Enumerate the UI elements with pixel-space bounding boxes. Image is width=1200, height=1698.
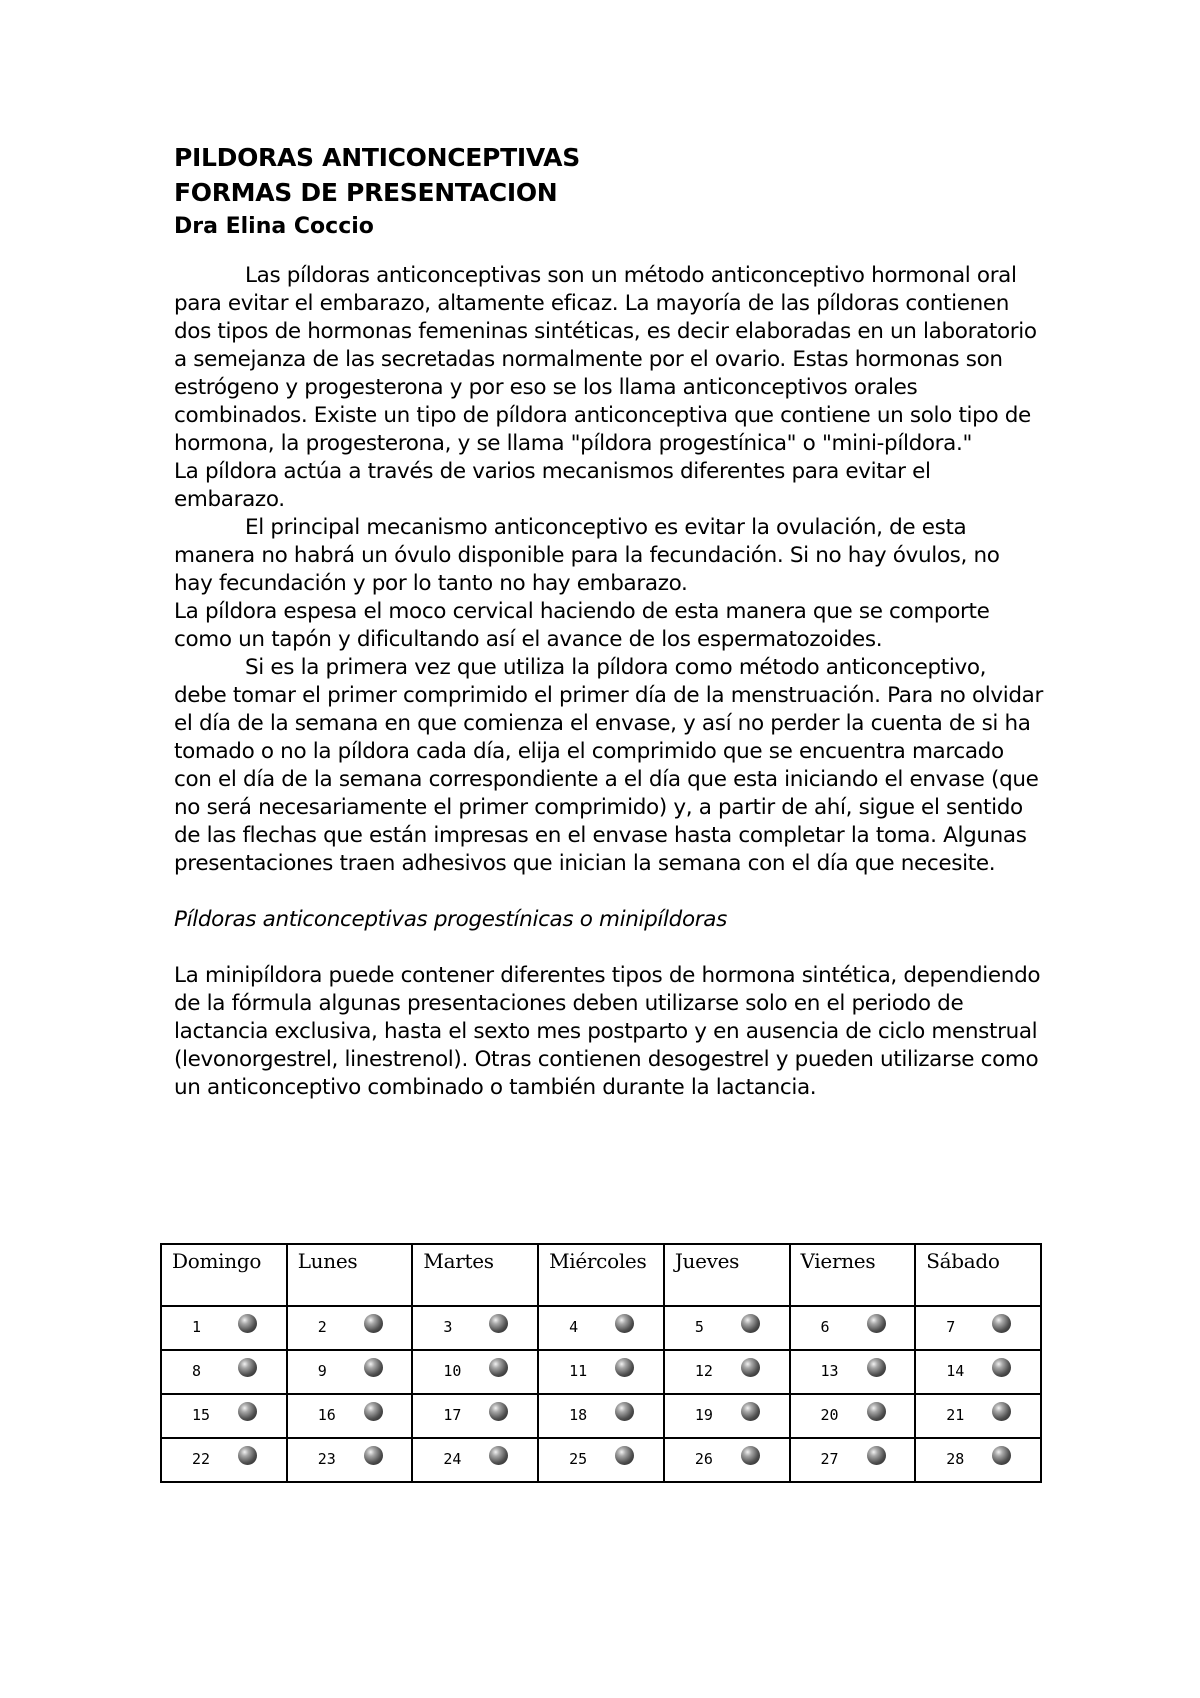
calendar-cell bbox=[664, 1306, 790, 1350]
paragraph-minipill: La minipíldora puede contener diferentes tipos de hormona sintética, dependiendo de la fórmula algunas presentaciones deben utilizarse solo en el periodo de lactancia exclusiva, hasta el sexto mes postparto y en ausencia de ciclo menstrual (levonorgestrel, linestrenol). Otras contienen desogestrel y pueden utilizarse como un anticonceptivo combinado o también durante la lactancia. bbox=[174, 963, 1041, 1100]
pill-day-number: 18 bbox=[569, 1406, 588, 1424]
paragraph-ovulation: El principal mecanismo anticonceptivo es evitar la ovulación, de esta manera no habrá un óvulo disponible para la fecundación. Si no hay óvulos, no hay fecundación y por lo tanto no hay embarazo. bbox=[174, 515, 1000, 596]
pill-icon bbox=[238, 1402, 257, 1421]
pill-icon bbox=[992, 1402, 1011, 1421]
calendar-row bbox=[161, 1394, 1041, 1438]
calendar-cell bbox=[790, 1394, 916, 1438]
calendar-cell bbox=[287, 1350, 413, 1394]
calendar-cell bbox=[664, 1438, 790, 1482]
pill-day-number: 21 bbox=[946, 1406, 965, 1424]
calendar-cell bbox=[287, 1306, 413, 1350]
calendar-header-row bbox=[161, 1244, 1041, 1306]
calendar-cell bbox=[161, 1394, 287, 1438]
pill-day-number: 8 bbox=[192, 1362, 202, 1380]
pill-icon bbox=[238, 1446, 257, 1465]
day-header-miercoles: Miércoles bbox=[538, 1244, 664, 1306]
calendar-cell bbox=[538, 1394, 664, 1438]
paragraph-cervical-mucus: La píldora espesa el moco cervical haciendo de esta manera que se comporte como un tapón y dificultando así el avance de los espermatozoides. bbox=[174, 599, 990, 652]
pill-icon bbox=[489, 1358, 508, 1377]
pill-day-number: 4 bbox=[569, 1318, 579, 1336]
pill-icon bbox=[741, 1358, 760, 1377]
calendar-cell bbox=[538, 1306, 664, 1350]
pill-icon bbox=[238, 1358, 257, 1377]
calendar-body bbox=[161, 1306, 1041, 1482]
pill-day-number: 16 bbox=[317, 1406, 336, 1424]
pill-icon bbox=[992, 1358, 1011, 1377]
pill-day-number: 1 bbox=[192, 1318, 202, 1336]
pill-icon bbox=[364, 1446, 383, 1465]
pill-icon bbox=[741, 1402, 760, 1421]
day-header-viernes: Viernes bbox=[790, 1244, 916, 1306]
pill-icon bbox=[867, 1402, 886, 1421]
calendar-cell bbox=[790, 1438, 916, 1482]
author: Dra Elina Coccio bbox=[174, 214, 374, 239]
pill-calendar-table bbox=[160, 1243, 1042, 1483]
pill-day-number: 3 bbox=[443, 1318, 453, 1336]
title-line-2: FORMAS DE PRESENTACION bbox=[174, 178, 558, 207]
calendar-cell bbox=[287, 1438, 413, 1482]
pill-icon bbox=[615, 1314, 634, 1333]
paragraph-intro: Las píldoras anticonceptivas son un método anticonceptivo hormonal oral para evitar el embarazo, altamente eficaz. La mayoría de las píldoras contienen dos tipos de hormonas femeninas sintéticas, es decir elaboradas en un laboratorio a semejanza de las secretadas normalmente por el ovario. Estas hormonas son estrógeno y progesterona y por eso se los llama anticonceptivos orales combinados. Existe un tipo de píldora anticonceptiva que contiene un solo tipo de hormona, la progesterona, y se llama "píldora progestínica" o "mini-píldora." bbox=[174, 263, 1037, 456]
calendar-cell bbox=[790, 1306, 916, 1350]
pill-day-number: 22 bbox=[192, 1450, 211, 1468]
day-header-lunes: Lunes bbox=[287, 1244, 413, 1306]
calendar-cell bbox=[412, 1394, 538, 1438]
day-header-sabado: Sábado bbox=[915, 1244, 1041, 1306]
pill-icon bbox=[867, 1446, 886, 1465]
pill-icon bbox=[364, 1314, 383, 1333]
pill-day-number: 28 bbox=[946, 1450, 965, 1468]
pill-icon bbox=[489, 1446, 508, 1465]
pill-icon bbox=[867, 1358, 886, 1377]
pill-day-number: 19 bbox=[694, 1406, 713, 1424]
calendar-cell bbox=[538, 1350, 664, 1394]
calendar-cell bbox=[412, 1438, 538, 1482]
pill-day-number: 6 bbox=[820, 1318, 830, 1336]
pill-icon bbox=[489, 1314, 508, 1333]
pill-day-number: 17 bbox=[443, 1406, 462, 1424]
calendar-cell bbox=[412, 1306, 538, 1350]
pill-day-number: 9 bbox=[317, 1362, 327, 1380]
calendar-cell bbox=[915, 1350, 1041, 1394]
pill-icon bbox=[992, 1314, 1011, 1333]
pill-icon bbox=[238, 1314, 257, 1333]
calendar-cell bbox=[915, 1306, 1041, 1350]
calendar-row bbox=[161, 1306, 1041, 1350]
pill-day-number: 7 bbox=[946, 1318, 956, 1336]
pill-icon bbox=[992, 1446, 1011, 1465]
pill-icon bbox=[489, 1402, 508, 1421]
pill-day-number: 14 bbox=[946, 1362, 965, 1380]
pill-day-number: 10 bbox=[443, 1362, 462, 1380]
pill-day-number: 24 bbox=[443, 1450, 462, 1468]
pill-day-number: 25 bbox=[569, 1450, 588, 1468]
pill-day-number: 5 bbox=[694, 1318, 704, 1336]
subheading-minipills: Píldoras anticonceptivas progestínicas o minipíldoras bbox=[174, 907, 727, 932]
day-header-jueves: Jueves bbox=[664, 1244, 790, 1306]
pill-icon bbox=[615, 1358, 634, 1377]
day-header-domingo: Domingo bbox=[161, 1244, 287, 1306]
calendar-cell bbox=[664, 1350, 790, 1394]
pill-icon bbox=[741, 1446, 760, 1465]
pill-icon bbox=[364, 1358, 383, 1377]
pill-day-number: 15 bbox=[192, 1406, 211, 1424]
pill-day-number: 11 bbox=[569, 1362, 588, 1380]
document-page bbox=[174, 140, 1044, 1102]
pill-day-number: 2 bbox=[317, 1318, 327, 1336]
calendar-cell bbox=[538, 1438, 664, 1482]
calendar-cell bbox=[664, 1394, 790, 1438]
pill-day-number: 20 bbox=[820, 1406, 839, 1424]
title-line-1: PILDORAS ANTICONCEPTIVAS bbox=[174, 143, 580, 172]
pill-day-number: 27 bbox=[820, 1450, 839, 1468]
pill-icon bbox=[741, 1314, 760, 1333]
calendar-cell bbox=[790, 1350, 916, 1394]
pill-icon bbox=[615, 1402, 634, 1421]
paragraph-mechanisms: La píldora actúa a través de varios mecanismos diferentes para evitar el embarazo. bbox=[174, 459, 931, 512]
paragraph-first-use: Si es la primera vez que utiliza la píldora como método anticonceptivo, debe tomar el primer comprimido el primer día de la menstruación. Para no olvidar el día de la semana en que comienza el envase, y así no perder la cuenta de si ha tomado o no la píldora cada día, elija el comprimido que se encuentra marcado con el día de la semana correspondiente a el día que esta iniciando el envase (que no será necesariamente el primer comprimido) y, a partir de ahí, sigue el sentido de las flechas que están impresas en el envase hasta completar la toma. Algunas presentaciones traen adhesivos que inician la semana con el día que necesite. bbox=[174, 655, 1043, 876]
pill-day-number: 12 bbox=[694, 1362, 713, 1380]
calendar-row bbox=[161, 1350, 1041, 1394]
day-header-martes: Martes bbox=[412, 1244, 538, 1306]
calendar-cell bbox=[412, 1350, 538, 1394]
pill-icon bbox=[615, 1446, 634, 1465]
calendar-cell bbox=[915, 1394, 1041, 1438]
calendar-row bbox=[161, 1438, 1041, 1482]
pill-icon bbox=[364, 1402, 383, 1421]
calendar-cell bbox=[161, 1306, 287, 1350]
calendar-cell bbox=[915, 1438, 1041, 1482]
pill-day-number: 13 bbox=[820, 1362, 839, 1380]
pill-day-number: 26 bbox=[694, 1450, 713, 1468]
pill-day-number: 23 bbox=[317, 1450, 336, 1468]
calendar-cell bbox=[161, 1350, 287, 1394]
pill-icon bbox=[867, 1314, 886, 1333]
calendar-cell bbox=[287, 1394, 413, 1438]
calendar-cell bbox=[161, 1438, 287, 1482]
